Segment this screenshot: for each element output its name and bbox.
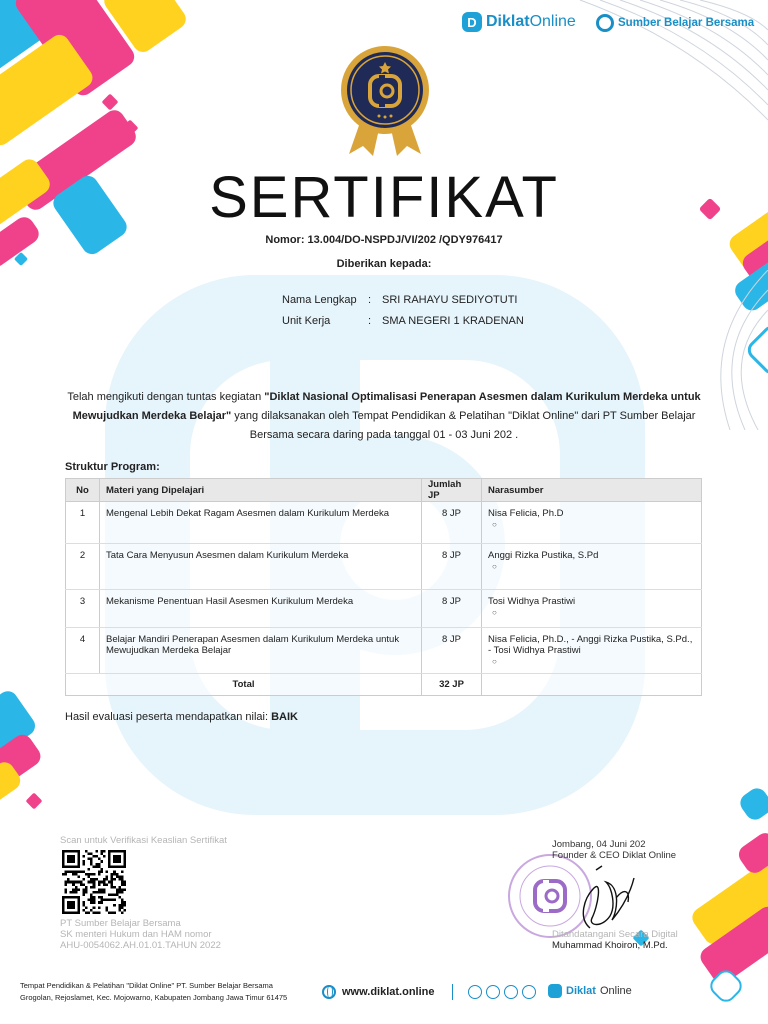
row-materi: Tata Cara Menyusun Asesmen dalam Kurikulum Merdeka [100, 544, 422, 590]
description-pre: Telah mengikuti dengan tuntas kegiatan [67, 391, 265, 403]
unit-separator: : [368, 315, 372, 327]
certificate-title: SERTIFIKAT [209, 165, 559, 230]
signer-name: Muhammad Khoiron, M.Pd. [552, 940, 668, 951]
sbb-logo-icon [596, 14, 614, 32]
footer-address [20, 980, 287, 1004]
narasumber-name: Tosi Widhya Prastiwi [488, 596, 576, 607]
evaluation-result [65, 711, 298, 723]
unit-label: Unit Kerja [282, 315, 331, 327]
row-materi: Mengenal Lebih Dekat Ragam Asesmen dalam Kurikulum Merdeka [100, 502, 422, 544]
scan-instruction: Scan untuk Verifikasi Keaslian Sertifikat [60, 835, 227, 846]
globe-icon [322, 985, 336, 999]
row-narasumber [482, 590, 702, 628]
row-jp: 8 JP [422, 502, 482, 544]
table-header-row [66, 479, 702, 502]
row-materi: Mekanisme Penentuan Hasil Asesmen Kurikulum Merdeka [100, 590, 422, 628]
given-to-label: Diberikan kepada: [336, 258, 432, 270]
org-ahu: AHU-0054062.AH.01.01.TAHUN 2022 [60, 940, 221, 951]
handwritten-signature [572, 858, 642, 934]
logo-brand: Diklat [486, 13, 530, 30]
deco-shape [737, 785, 768, 824]
telegram-icon[interactable] [522, 985, 536, 999]
name-value: SRI RAHAYU SEDIYOTUTI [382, 294, 518, 306]
total-value: 32 JP [422, 674, 482, 696]
narasumber-name: Anggi Rizka Pustika, S.Pd [488, 550, 599, 561]
deco-shape [102, 94, 119, 111]
org-sk: SK menteri Hukum dan HAM nomor [60, 929, 212, 940]
description-post: yang dilaksanakan oleh Tempat Pendidikan & Pelatihan "Diklat Online" dari PT Sumber Belajar Bersama secara daring pada tanggal 01 - 03 Juni 202 . [231, 410, 696, 441]
signature-footer [552, 929, 678, 951]
program-structure-label: Struktur Program: [65, 461, 160, 473]
logo-brand-thin: Online [529, 13, 576, 30]
header-jp: Jumlah JP [422, 479, 482, 502]
row-jp: 8 JP [422, 590, 482, 628]
course-title: "Diklat Nasional Optimalisasi Penerapan Asesmen dalam Kurikulum Merdeka untuk Mewujudkan Merdeka Belajar" [72, 391, 701, 422]
certificate-description [62, 388, 706, 445]
sumber-belajar-bersama-logo [596, 14, 754, 32]
award-badge-icon [339, 44, 431, 156]
row-no: 1 [66, 502, 100, 544]
row-narasumber [482, 544, 702, 590]
header-materi: Materi yang Dipelajari [100, 479, 422, 502]
footer-address-line2: Grogolan, Rejoslamet, Kec. Mojowarno, Kabupaten Jombang Jawa Timur 61475 [20, 993, 288, 1002]
org-name: PT Sumber Belajar Bersama [60, 918, 181, 929]
linkedin-icon[interactable] [504, 985, 518, 999]
footer-address-line1: Tempat Pendidikan & Pelatihan "Diklat Online" PT. Sumber Belajar Bersama [20, 981, 273, 990]
footer-brand: Diklat [566, 985, 596, 997]
youtube-icon[interactable] [468, 985, 482, 999]
sign-role: Founder & CEO Diklat Online [552, 850, 677, 861]
bullet-icon: ○ [492, 608, 497, 617]
name-label: Nama Lengkap [282, 294, 357, 306]
table-row [66, 502, 702, 544]
name-separator: : [368, 294, 372, 306]
row-narasumber [482, 502, 702, 544]
diklat-logo-icon: D [462, 12, 482, 32]
table-row [66, 628, 702, 674]
footer-website-link[interactable] [322, 985, 435, 999]
row-materi: Belajar Mandiri Penerapan Asesmen dalam Kurikulum Merdeka untuk Mewujudkan Merdeka Belajar [100, 628, 422, 674]
narasumber-name: Nisa Felicia, Ph.D., - Anggi Rizka Pustika, S.Pd., - Tosi Widhya Prastiwi [488, 634, 693, 656]
footer-brand-thin: Online [599, 985, 632, 997]
bullet-icon: ○ [492, 520, 497, 529]
unit-value: SMA NEGERI 1 KRADENAN [382, 315, 524, 327]
narasumber-name: Nisa Felicia, Ph.D [488, 508, 564, 519]
row-jp: 8 JP [422, 544, 482, 590]
bullet-icon: ○ [492, 562, 497, 571]
table-row [66, 590, 702, 628]
instagram-icon[interactable] [486, 985, 500, 999]
deco-shape [26, 793, 43, 810]
qr-code-icon[interactable] [60, 850, 128, 914]
row-narasumber [482, 628, 702, 674]
footer-brand-logo [548, 984, 632, 998]
table-row [66, 544, 702, 590]
digital-sign-note: Ditandatangani Secara Digital [552, 929, 678, 940]
certificate-number: Nomor: 13.004/DO-NSPDJ/VI/202 /QDY976417 [265, 234, 503, 246]
total-row [66, 674, 702, 696]
logo-partner: Sumber Belajar Bersama [618, 17, 755, 29]
website-text[interactable]: www.diklat.online [342, 986, 435, 998]
evaluation-value: BAIK [271, 711, 298, 723]
row-no: 3 [66, 590, 100, 628]
social-icons [468, 985, 536, 999]
total-empty [482, 674, 702, 696]
recipient-identity [282, 294, 524, 336]
row-no: 2 [66, 544, 100, 590]
bullet-icon: ○ [492, 657, 497, 666]
footer-divider [452, 984, 453, 1000]
total-label: Total [66, 674, 422, 696]
diklat-footer-icon [548, 984, 562, 998]
header-narasumber: Narasumber [482, 479, 702, 502]
evaluation-label: Hasil evaluasi peserta mendapatkan nilai: [65, 711, 272, 723]
row-no: 4 [66, 628, 100, 674]
name-row [282, 294, 524, 315]
diklat-online-logo [462, 12, 576, 32]
sign-place-date: Jombang, 04 Juni 202 [552, 839, 646, 850]
program-table [65, 478, 702, 696]
organization-info [60, 918, 221, 951]
header-no: No [66, 479, 100, 502]
row-jp: 8 JP [422, 628, 482, 674]
unit-row [282, 315, 524, 336]
